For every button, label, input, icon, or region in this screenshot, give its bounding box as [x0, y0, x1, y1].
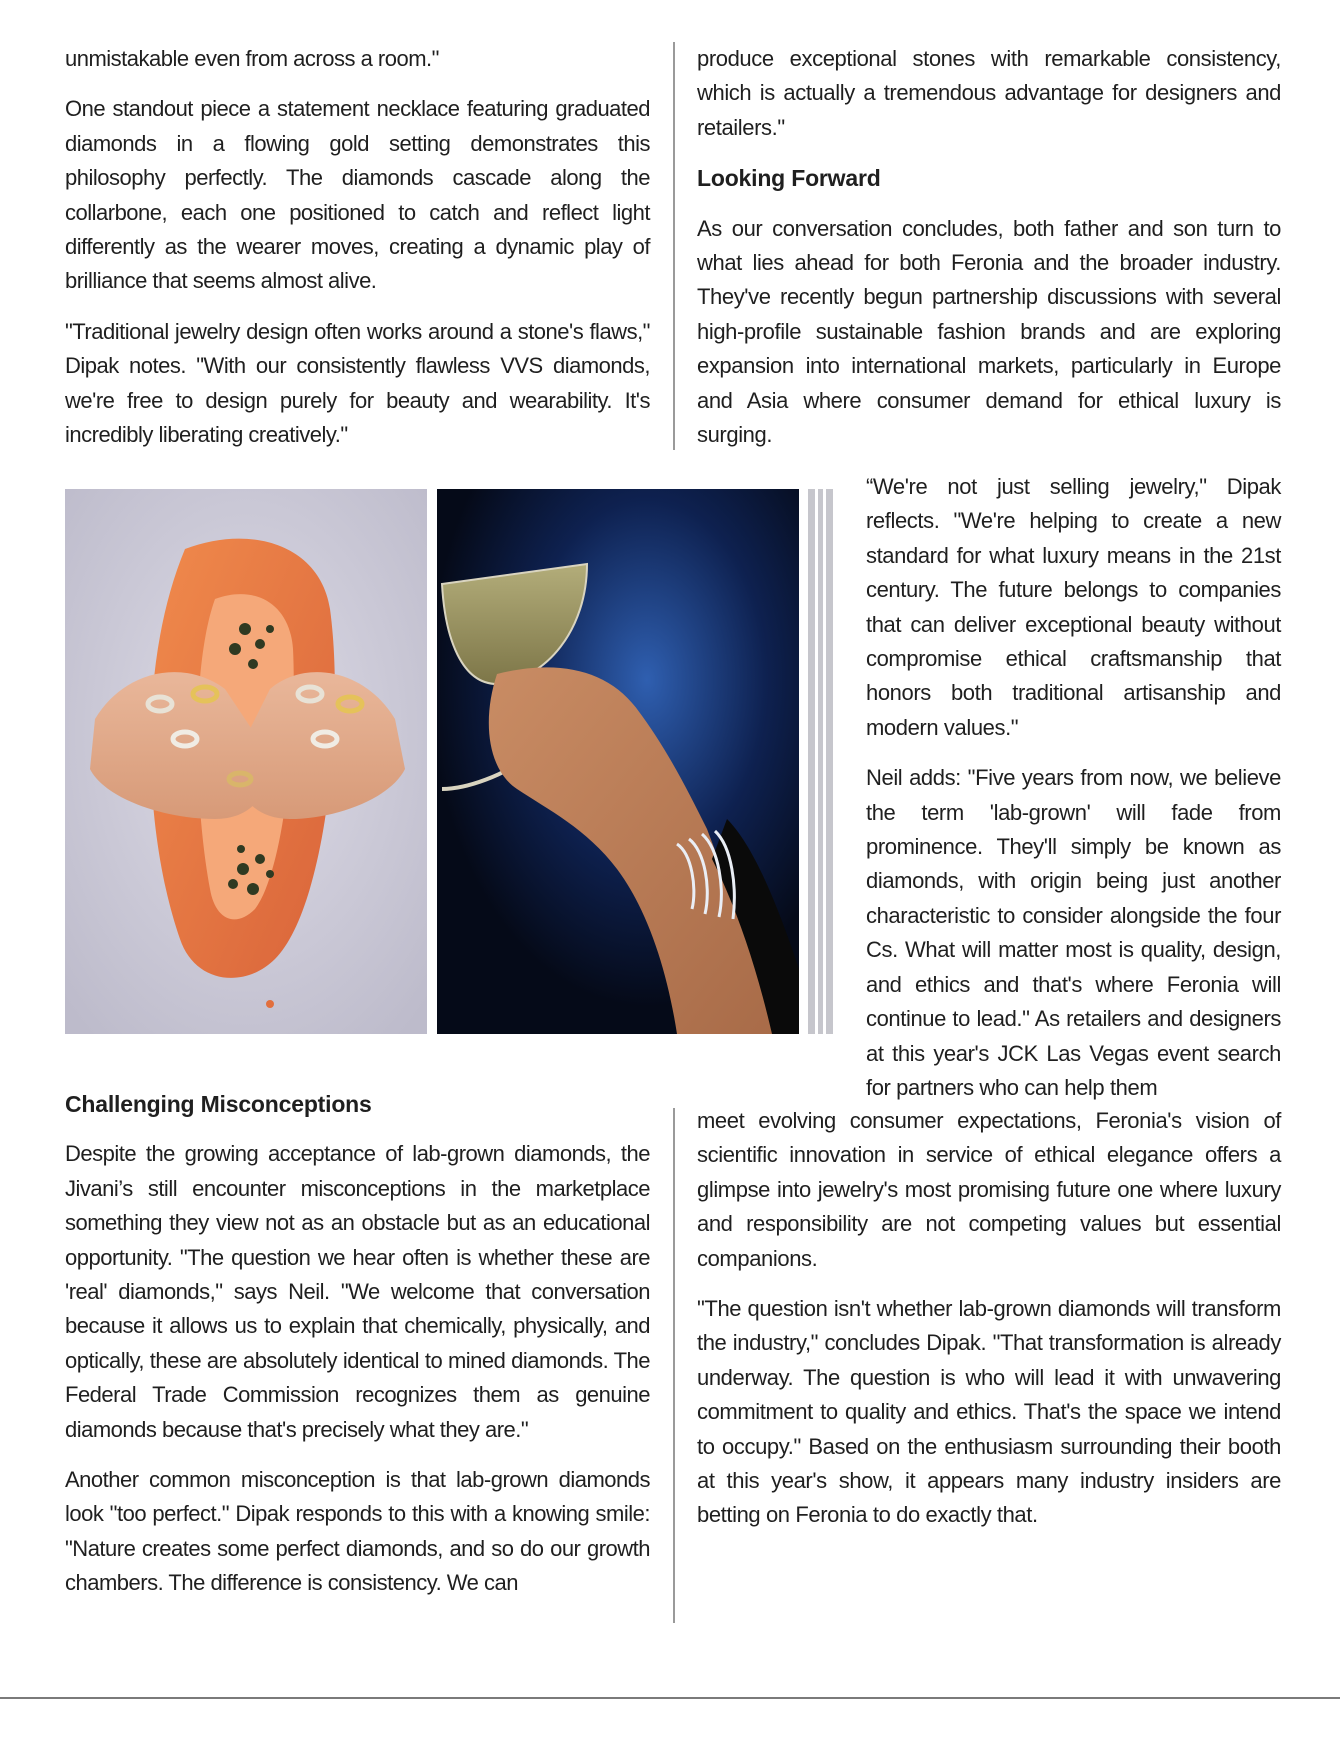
paragraph: One standout piece a statement necklace featuring graduated diamonds in a flowing gold setting demonstrates this philosophy perfectly. The diamonds cascade along the collarbone, each one positioned to catch and reflect light differently as the wearer moves, creating a dynamic play of brilliance that seems almost alive.: [65, 96, 650, 294]
right-column-bottom: [697, 1104, 1281, 1549]
decorative-bar: [808, 489, 815, 1034]
paragraph: As our conversation concludes, both father and son turn to what lies ahead for both Feronia and the broader industry. They've recently begun partnership discussions with several high-profile sustainable fashion brands and are exploring expansion into international markets, particularly in Europe and Asia where consumer demand for ethical luxury is surging.: [697, 215, 1281, 448]
paragraph: Neil adds: "Five years from now, we believe the term 'lab-grown' will fade from prominence. They'll simply be known as diamonds, with origin being just another characteristic to consider alongside the four Cs. What will matter most is quality, design, and ethics and that's where Feronia will continue to lead." As retailers and designers at this year's JCK Las Vegas event search for partners who can help them: [866, 765, 1281, 1100]
footer-rule: [0, 1697, 1340, 1699]
papaya-hands-photo: [65, 489, 427, 1034]
paragraph: Another common misconception is that lab-grown diamonds look "too perfect." Dipak responds to this with a knowing smile: "Nature creates some perfect diamonds, and so do our growth chambers. The difference is consistency. We can: [65, 1467, 650, 1596]
right-column-top: [697, 42, 1281, 468]
left-column-top: [65, 42, 650, 468]
champagne-bracelets-photo: [437, 489, 799, 1034]
paragraph: Despite the growing acceptance of lab-grown diamonds, the Jivani’s still encounter misconceptions in the marketplace something they view not as an obstacle but as an educational opportunity. "The question we hear often is whether these are 'real' diamonds," says Neil. "We welcome that conversation because it allows us to explain that chemically, physically, and optically, these are absolutely identical to mined diamonds. The Federal Trade Commission recognizes them as genuine diamonds because that's precisely what they are.": [65, 1141, 650, 1442]
right-column-quote-block: [866, 470, 1281, 1105]
section-heading-looking-forward: Looking Forward: [697, 165, 881, 192]
paragraph: “We're not just selling jewelry," Dipak reflects. "We're helping to create a new standard for what luxury means in the 21st century. The future belongs to companies that can deliver exceptional beauty without compromise ethical craftsmanship that honors both traditional artisanship and modern values.": [866, 474, 1281, 740]
paragraph: "The question isn't whether lab-grown diamonds will transform the industry," concludes Dipak. "That transformation is already underway. The question is who will lead it with unwavering commitment to quality and ethics. That's the space we intend to occupy." Based on the enthusiasm surrounding their booth at this year's show, it appears many industry insiders are betting on Feronia to do exactly that.: [697, 1296, 1281, 1528]
paragraph: unmistakable even from across a room.": [65, 46, 439, 71]
column-divider-bottom: [673, 1108, 675, 1623]
column-divider-top: [673, 42, 675, 450]
decorative-bar: [826, 489, 833, 1034]
left-column-bottom: [65, 1087, 650, 1617]
section-heading-challenging-misconceptions: Challenging Misconceptions: [65, 1091, 372, 1117]
paragraph: produce exceptional stones with remarkable consistency, which is actually a tremendous advantage for designers and retailers.": [697, 46, 1281, 140]
decorative-bar: [818, 489, 823, 1034]
paragraph: "Traditional jewelry design often works around a stone's flaws," Dipak notes. "With our consistently flawless VVS diamonds, we're free to design purely for beauty and wearability. It's incredibly liberating creatively.": [65, 318, 650, 448]
paragraph: meet evolving consumer expectations, Feronia's vision of scientific innovation in service of ethical elegance offers a glimpse into jewelry's most promising future one where luxury and responsibility are not competing values but essential companions.: [697, 1108, 1281, 1271]
